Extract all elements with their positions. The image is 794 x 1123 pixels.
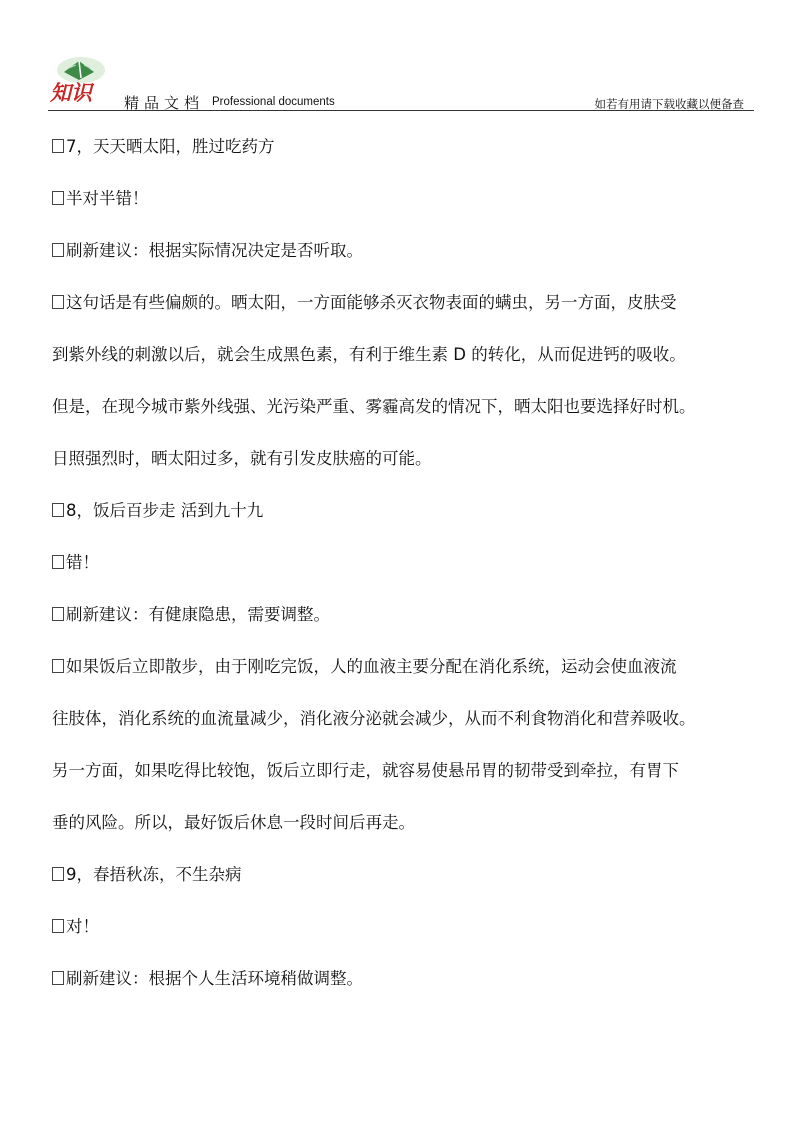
verdict-item-8 <box>52 537 764 589</box>
paragraph-line: 但是，在现今城市紫外线强、光污染严重、雾霾高发的情况下，晒太阳也要选择好时机。 <box>52 397 696 416</box>
verdict-item-7 <box>52 173 764 225</box>
checkbox-glyph-icon <box>52 659 64 673</box>
checkbox-glyph-icon <box>52 295 64 309</box>
checkbox-glyph-icon <box>52 191 64 205</box>
paragraph-line: 另一方面，如果吃得比较饱，饭后立即行走，就容易使悬吊胃的韧带受到牵拉，有胃下 <box>52 761 679 780</box>
heading-item-7 <box>52 121 764 173</box>
paragraph-line: 这句话是有些偏颇的。晒太阳，一方面能够杀灭衣物表面的螨虫，另一方面，皮肤受 <box>66 293 677 312</box>
paragraph-line: 刷新建议：根据实际情况决定是否听取。 <box>66 241 363 260</box>
document-body <box>52 121 764 1005</box>
paragraph-line: 日照强烈时，晒太阳过多，就有引发皮肤癌的可能。 <box>52 449 432 468</box>
checkbox-glyph-icon <box>52 919 64 933</box>
paragraph-line: 垂的风险。所以，最好饭后休息一段时间后再走。 <box>52 813 415 832</box>
heading-item-8 <box>52 485 764 537</box>
verdict-item-9 <box>52 901 764 953</box>
paragraph-line: 刷新建议：根据个人生活环境稍做调整。 <box>66 969 363 988</box>
checkbox-glyph-icon <box>52 971 64 985</box>
paragraph-line: 7，天天晒太阳，胜过吃药方 <box>66 137 275 156</box>
paragraph-line: 到紫外线的刺激以后，就会生成黑色素，有利于维生素 D 的转化，从而促进钙的吸收。 <box>52 345 686 364</box>
paragraph-line: 往肢体，消化系统的血流量减少，消化液分泌就会减少，从而不利食物消化和营养吸收。 <box>52 709 696 728</box>
paragraph-line: 半对半错！ <box>66 189 149 208</box>
header-divider <box>48 110 754 111</box>
heading-item-9 <box>52 849 764 901</box>
paragraph-line: 8，饭后百步走 活到九十九 <box>66 501 264 520</box>
header-title: 精品文档 <box>124 94 205 112</box>
checkbox-glyph-icon <box>52 607 64 621</box>
checkbox-glyph-icon <box>52 503 64 517</box>
explanation-item-7 <box>52 277 764 485</box>
advice-item-8 <box>52 589 764 641</box>
page-header <box>48 52 754 110</box>
svg-text:知识: 知识 <box>50 80 92 105</box>
explanation-item-8 <box>52 641 764 849</box>
checkbox-glyph-icon <box>52 867 64 881</box>
paragraph-line: 对！ <box>66 917 99 936</box>
advice-item-7 <box>52 225 764 277</box>
checkbox-glyph-icon <box>52 243 64 257</box>
advice-item-9 <box>52 953 764 1005</box>
zhishi-book-logo-icon <box>48 52 108 108</box>
header-subtitle: Professional documents <box>212 96 335 108</box>
paragraph-line: 如果饭后立即散步，由于刚吃完饭，人的血液主要分配在消化系统，运动会使血液流 <box>66 657 677 676</box>
paragraph-line: 9，春捂秋冻，不生杂病 <box>66 865 242 884</box>
checkbox-glyph-icon <box>52 139 64 153</box>
paragraph-line: 刷新建议：有健康隐患，需要调整。 <box>66 605 330 624</box>
checkbox-glyph-icon <box>52 555 64 569</box>
paragraph-line: 错！ <box>66 553 99 572</box>
header-note: 如若有用请下载收藏以便备查 <box>594 97 744 111</box>
